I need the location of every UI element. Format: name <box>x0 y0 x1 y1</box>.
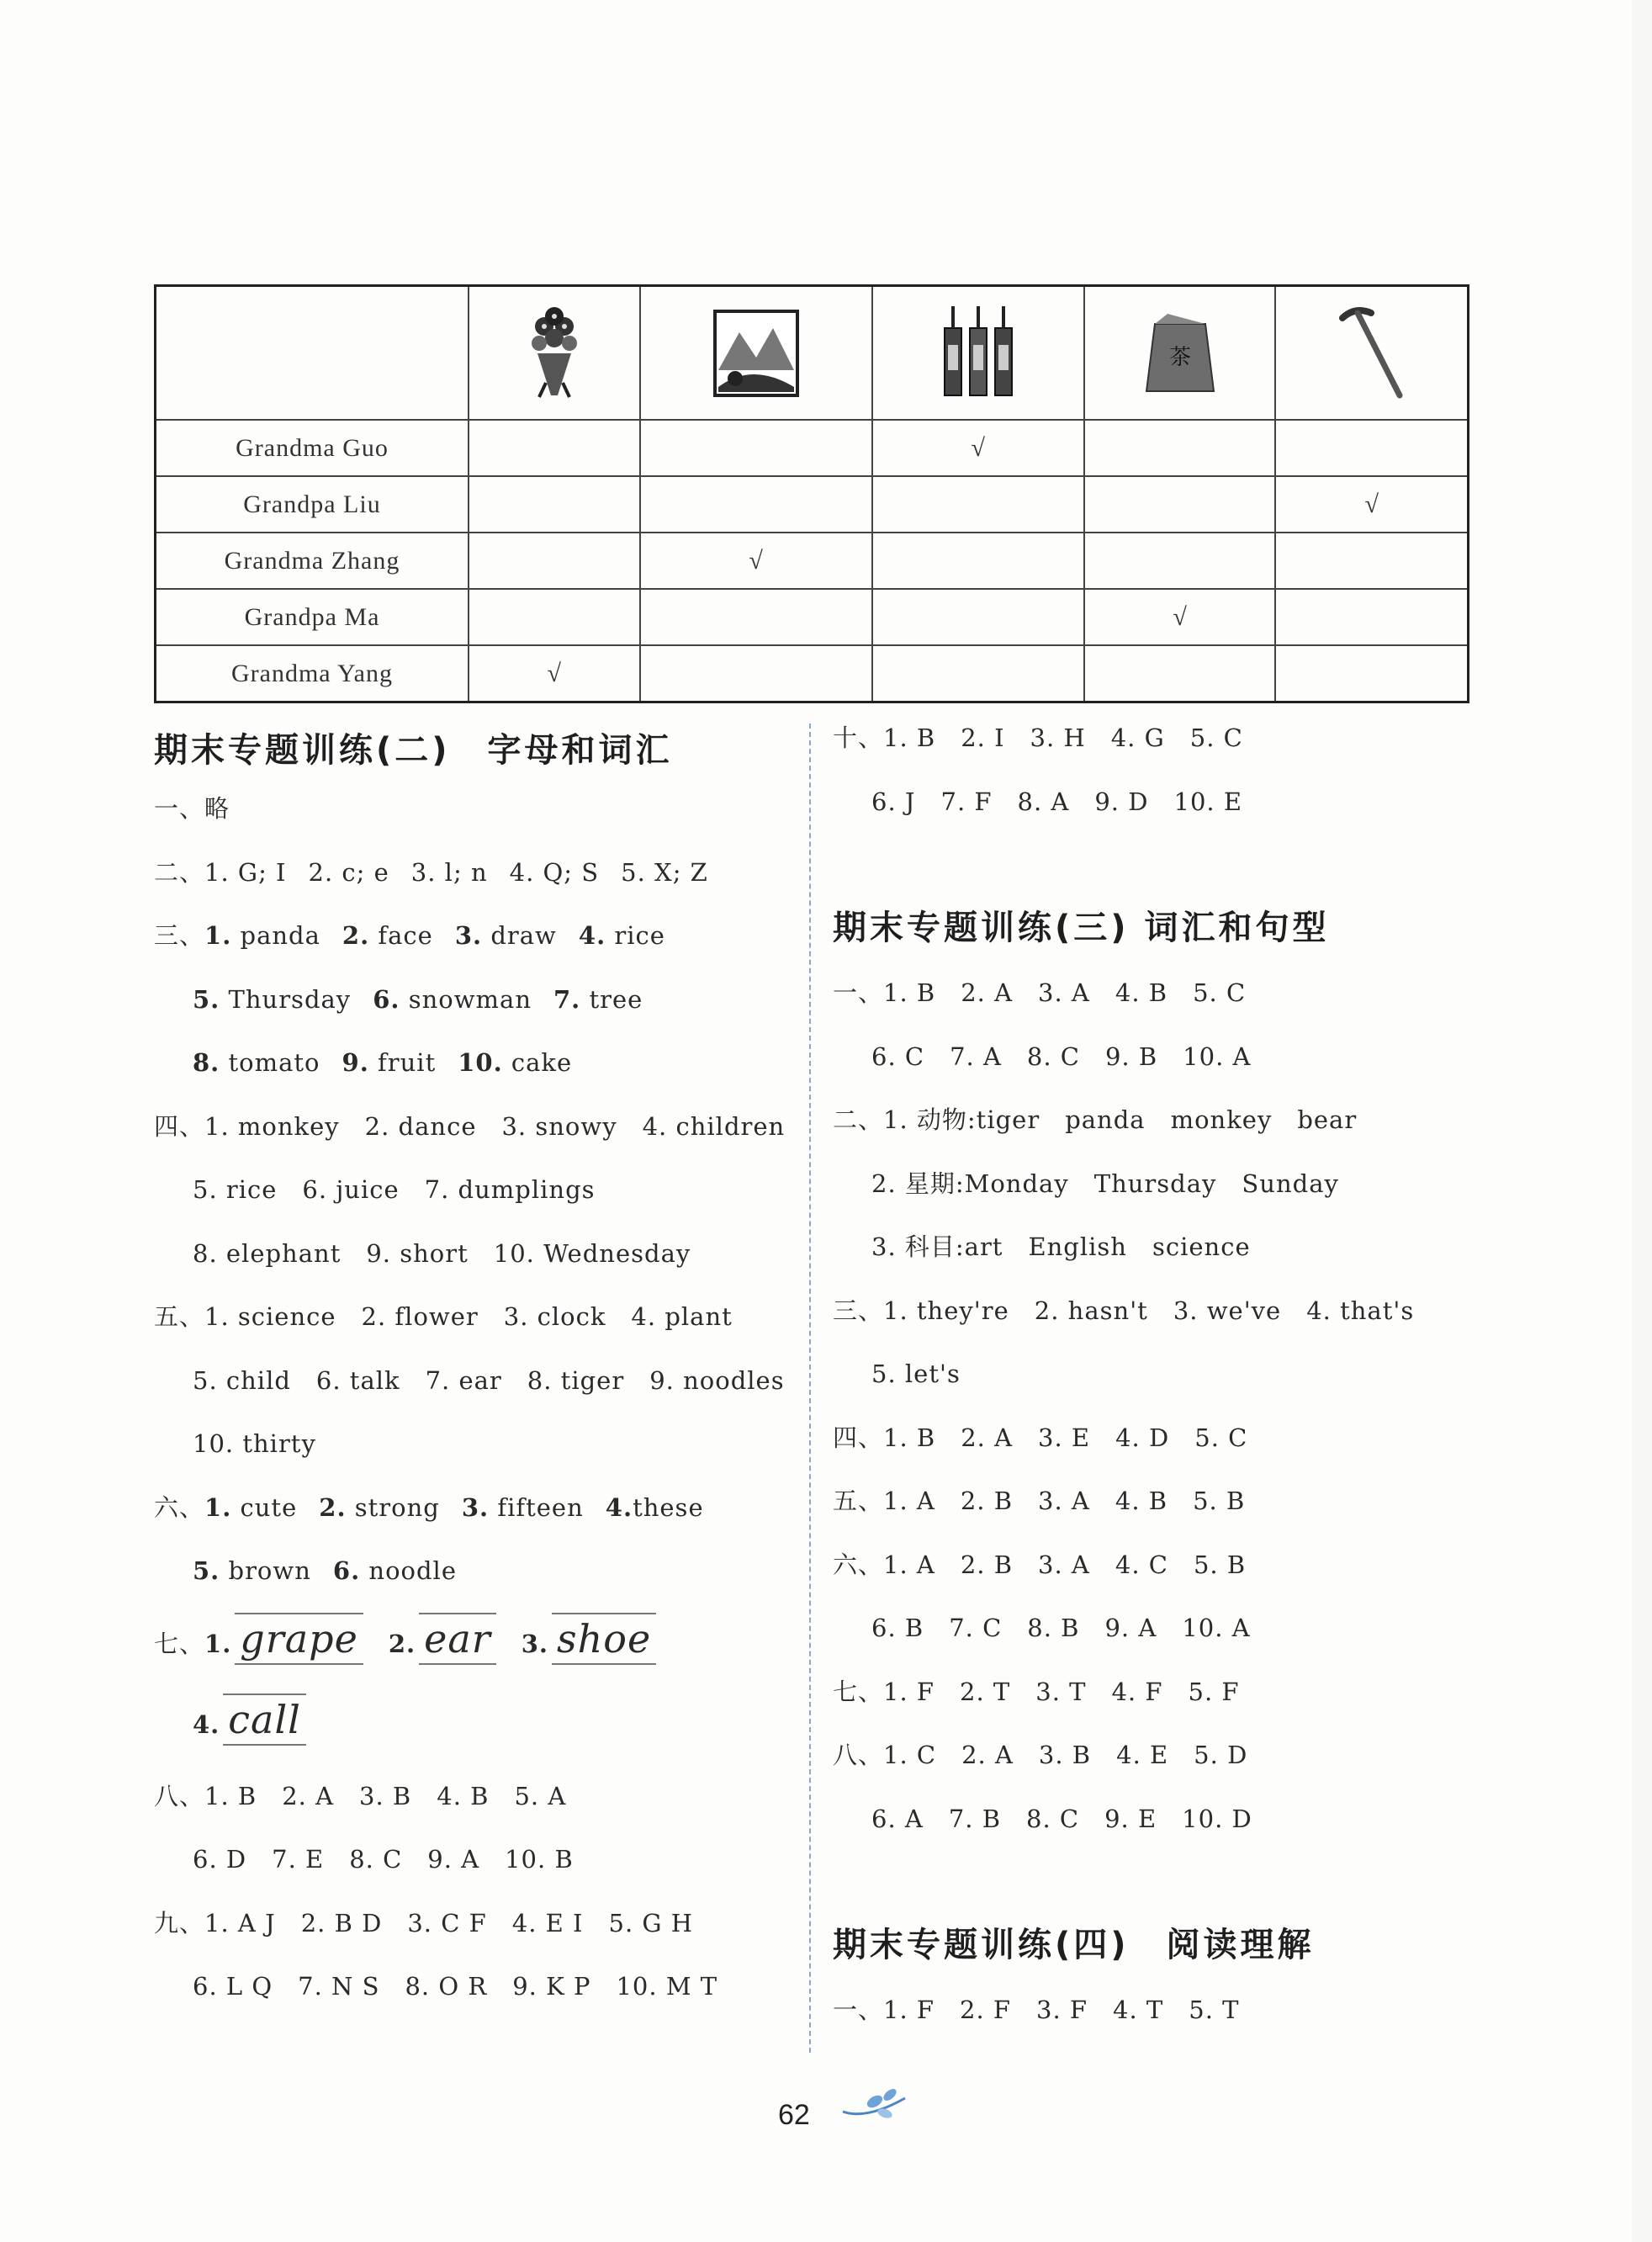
question-label: 八、 <box>833 1741 884 1769</box>
answer: tomato <box>228 1048 320 1077</box>
answer-line: 6. B 7. C 8. B 9. A 10. A <box>871 1614 1251 1642</box>
answer: face <box>378 921 433 950</box>
answer-line: 三、1. panda 2. face 3. draw 4. rice <box>154 921 665 950</box>
check-mark: √ <box>469 645 640 702</box>
answer-line: 六、1. cute 2. strong 3. fifteen 4.these <box>154 1492 704 1522</box>
check-mark: √ <box>640 533 872 589</box>
answer: 3. l; n <box>410 857 488 887</box>
answer-line: 2. 星期:Monday Thursday Sunday <box>871 1169 1339 1198</box>
tea-cell <box>1084 286 1276 421</box>
question-label: 五、 <box>154 1302 205 1331</box>
question-label: 四、 <box>154 1111 205 1141</box>
flowers-icon <box>521 303 588 404</box>
answer: these <box>633 1492 704 1522</box>
question-label: 七、 <box>833 1677 884 1706</box>
tea-bag-icon <box>1142 307 1218 400</box>
person-name: Grandma Zhang <box>156 533 469 589</box>
answer: noodle <box>368 1556 457 1585</box>
answer: 1. science 2. flower 3. clock 4. plant <box>204 1302 733 1331</box>
check-mark: √ <box>872 420 1084 476</box>
question-label: 五、 <box>833 1487 884 1515</box>
answer: 1. A J 2. B D 3. C F 4. E I 5. G H <box>204 1908 694 1937</box>
answer-line: 3. 科目:art English science <box>871 1232 1251 1261</box>
answer-line <box>154 841 810 905</box>
check-mark: √ <box>1275 476 1468 533</box>
painting-cell <box>640 286 872 421</box>
answer-line <box>833 1280 1472 1344</box>
header-empty-cell <box>156 286 469 421</box>
section-title: 期末专题训练(三) 词汇和句型 <box>833 909 1330 947</box>
section-title: 期末专题训练(四) 阅读理解 <box>833 1926 1315 1964</box>
table-row <box>156 420 1469 476</box>
answer-line <box>833 1407 1472 1471</box>
answer: draw <box>490 921 557 950</box>
person-name: Grandpa Liu <box>156 476 469 533</box>
question-label: 一、 <box>833 1996 884 2024</box>
table-row <box>156 533 1469 589</box>
handwritten-answer: grape <box>235 1613 363 1665</box>
answer-line <box>833 1534 1472 1598</box>
answer: panda <box>240 921 320 950</box>
answer-line <box>154 1892 810 1956</box>
answer-line: 8. elephant 9. short 10. Wednesday <box>193 1238 691 1268</box>
section-title: 期末专题训练(二) 字母和词汇 <box>154 731 673 770</box>
person-name: Grandma Yang <box>156 645 469 702</box>
walking-stick-icon <box>1334 303 1410 404</box>
handwritten-answer: shoe <box>552 1613 656 1665</box>
answer-line <box>154 1765 810 1829</box>
table-row <box>156 645 1469 702</box>
person-name: Grandpa Ma <box>156 589 469 645</box>
question-label: 二、 <box>833 1105 884 1134</box>
answer: 5. X; Z <box>621 857 708 887</box>
check-mark: √ <box>1084 589 1276 645</box>
answer: Thursday <box>228 984 352 1014</box>
handwritten-answer: call <box>223 1693 306 1746</box>
answer: rice <box>614 921 665 950</box>
answer: 1. B 2. I 3. H 4. G 5. C <box>883 723 1243 752</box>
answer-line: 6. A 7. B 8. C 9. E 10. D <box>871 1804 1252 1833</box>
answer-line <box>833 707 1472 771</box>
answer: 1. C 2. A 3. B 4. E 5. D <box>883 1741 1248 1769</box>
answer: 1. A 2. B 3. A 4. B 5. B <box>883 1487 1246 1515</box>
answer-line: 6. L Q 7. N S 8. O R 9. K P 10. M T <box>193 1972 718 2001</box>
question-label: 二、 <box>154 857 205 887</box>
leaf-ornament-icon <box>841 2086 908 2128</box>
answer: 1. A 2. B 3. A 4. C 5. B <box>883 1550 1247 1579</box>
handwritten-answer: ear <box>419 1613 496 1665</box>
answer-line <box>833 1661 1472 1725</box>
table-row <box>156 589 1469 645</box>
answer-line <box>833 962 1472 1026</box>
question-label: 七、 <box>154 1629 205 1658</box>
answer-line: 一、略 <box>154 794 230 823</box>
question-label: 六、 <box>833 1550 884 1579</box>
question-label: 十、 <box>833 723 884 752</box>
question-label: 三、 <box>833 1296 884 1325</box>
left-column <box>154 723 810 2019</box>
person-name: Grandma Guo <box>156 420 469 476</box>
bookmarks-icon <box>936 303 1020 404</box>
question-label: 六、 <box>154 1492 205 1522</box>
answer-line: 6. C 7. A 8. C 9. B 10. A <box>871 1041 1252 1071</box>
tea-char: 茶 <box>1168 344 1191 370</box>
answer: snowman <box>408 984 532 1014</box>
question-label: 九、 <box>154 1908 205 1937</box>
answer-line: 5. rice 6. juice 7. dumplings <box>193 1175 596 1204</box>
bookmarks-cell <box>872 286 1084 421</box>
answer-line: 8. tomato 9. fruit 10. cake <box>193 1048 573 1077</box>
answer-line: 10. thirty <box>193 1429 316 1458</box>
table-row <box>156 476 1469 533</box>
answer: 1. 动物:tiger panda monkey bear <box>883 1105 1358 1134</box>
question-label: 三、 <box>154 921 205 950</box>
question-label: 四、 <box>833 1423 884 1452</box>
answer-line: 七、1. grape 2. ear 3. shoe <box>154 1603 810 1684</box>
answer-line <box>154 1095 810 1159</box>
answer: brown <box>228 1556 311 1585</box>
answer-line <box>154 1285 810 1349</box>
page-number: 62 <box>778 2099 810 2131</box>
answer-line: 6. D 7. E 8. C 9. A 10. B <box>193 1845 574 1874</box>
painting-icon <box>710 303 802 404</box>
question-label: 八、 <box>154 1781 205 1810</box>
answer: 2. c; e <box>308 857 389 887</box>
answer: 1. B 2. A 3. B 4. B 5. A <box>204 1781 567 1810</box>
question-label: 一、 <box>833 978 884 1007</box>
answer: 1. F 2. T 3. T 4. F 5. F <box>883 1677 1240 1706</box>
answer-line <box>833 1089 1472 1153</box>
answer: fifteen <box>497 1492 584 1522</box>
answer: cute <box>240 1492 298 1522</box>
stick-cell <box>1275 286 1468 421</box>
right-column <box>833 723 1472 2043</box>
answer: 1. B 2. A 3. A 4. B 5. C <box>883 978 1247 1007</box>
answer-line: 4. call <box>154 1684 810 1765</box>
flowers-cell <box>469 286 640 421</box>
answer: fruit <box>378 1048 437 1077</box>
answer: 1. F 2. F 3. F 4. T 5. T <box>883 1996 1240 2024</box>
answer-line: 6. J 7. F 8. A 9. D 10. E <box>871 787 1242 816</box>
answer: 1. they're 2. hasn't 3. we've 4. that's <box>883 1296 1415 1325</box>
answer-line: 5. brown 6. noodle <box>193 1556 457 1585</box>
answer-line: 5. Thursday 6. snowman 7. tree <box>193 984 643 1014</box>
answer: 1. G; I <box>204 857 287 887</box>
answer: 4. Q; S <box>509 857 600 887</box>
gift-table <box>154 284 1469 703</box>
answer-line <box>833 1979 1472 2043</box>
answer: 1. monkey 2. dance 3. snowy 4. children <box>204 1111 786 1141</box>
answer-line <box>833 1470 1472 1534</box>
answer-line: 5. let's <box>871 1360 961 1388</box>
answer-line <box>833 1724 1472 1788</box>
answer: cake <box>511 1048 573 1077</box>
answer-line: 5. child 6. talk 7. ear 8. tiger 9. noodles <box>193 1365 785 1395</box>
answer: tree <box>589 984 643 1014</box>
answer: strong <box>354 1492 440 1522</box>
answer: 1. B 2. A 3. E 4. D 5. C <box>883 1423 1248 1452</box>
